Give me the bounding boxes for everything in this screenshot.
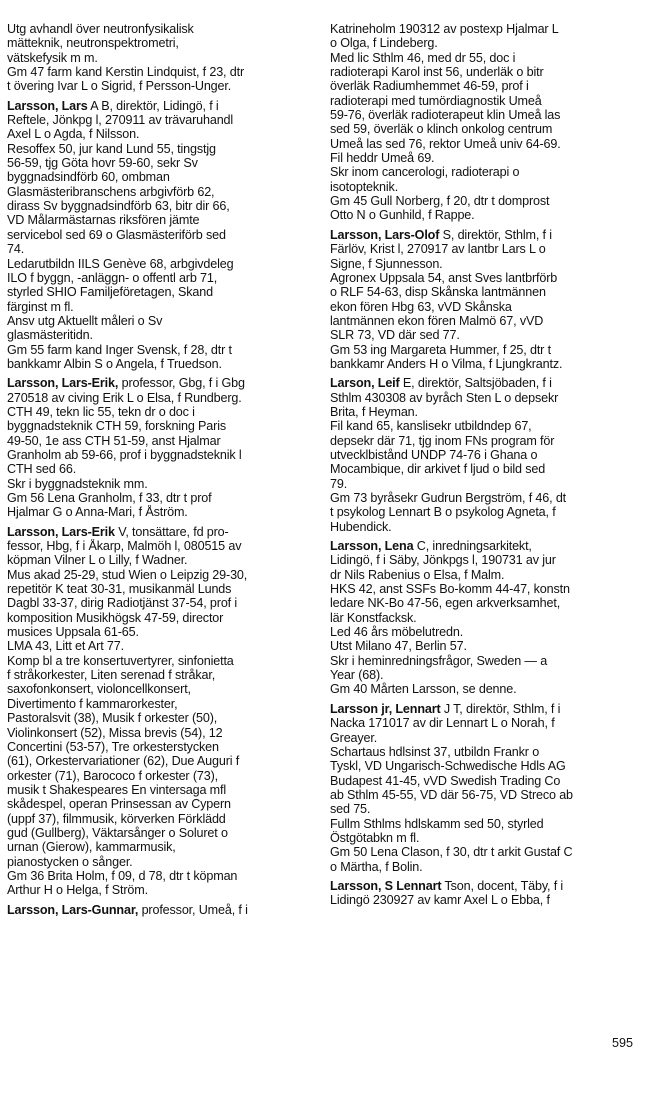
- text-line: [7, 596, 309, 610]
- line-text: Ledarutbildn IILS Genève 68, arbgivdeleg: [7, 256, 234, 271]
- text-line: [7, 505, 309, 519]
- line-text: bankkamr Anders H o Vilma, f Ljungkrantz.: [330, 356, 563, 371]
- line-text: Arthur H o Helga, f Ström.: [7, 883, 148, 898]
- line-text: bankkamr Albin S o Angela, f Truedson.: [7, 356, 222, 371]
- line-text: professor, Umeå, f i: [138, 902, 248, 917]
- text-line: [7, 376, 309, 390]
- text-line: [7, 668, 309, 682]
- line-text: Umeå las sed 76, rektor Umeå univ 64-69.: [330, 136, 561, 151]
- line-text: Hjalmar G o Anna-Mari, f Åström.: [7, 505, 188, 520]
- line-text: fessor, Hbg, f i Åkarp, Malmöh l, 080515 av: [7, 539, 242, 554]
- text-line: [330, 682, 648, 696]
- biography-entry: [330, 376, 648, 534]
- line-text: vätskefysik m m.: [7, 50, 98, 65]
- text-line: [330, 520, 648, 534]
- text-line: [330, 137, 648, 151]
- line-text: Katrineholm 190312 av postexp Hjalmar L: [330, 22, 559, 36]
- text-line: [330, 242, 648, 256]
- line-text: CTH 49, tekn lic 55, tekn dr o doc i: [7, 404, 195, 419]
- text-line: [7, 883, 309, 897]
- line-text: S, direktör, Sthlm, f i: [439, 227, 552, 242]
- line-text: byggnadsindförb 60, ombman: [7, 170, 170, 185]
- line-text: Gm 56 Lena Granholm, f 33, dtr t prof: [7, 491, 212, 505]
- line-text: Year (68).: [330, 668, 384, 683]
- line-text: Tson, docent, Täby, f i: [441, 878, 564, 893]
- line-text: E, direktör, Saltsjöbaden, f i: [399, 376, 552, 391]
- biography-entry: [330, 539, 648, 697]
- line-text: Reftele, Jönkpg l, 270911 av trävaruhandl: [7, 113, 234, 128]
- line-text: isotopteknik.: [330, 179, 399, 194]
- text-line: [7, 65, 309, 79]
- line-text: Tyskl, VD Ungarisch-Schwedische Hdls AG: [330, 759, 566, 774]
- line-text: Greayer.: [330, 730, 378, 745]
- text-line: [7, 357, 309, 371]
- line-text: Mocambique, dir arkivet f ljud o bild sed: [330, 462, 546, 477]
- text-line: [330, 194, 648, 208]
- line-text: Granholm ab 59-66, prof i byggnadsteknik l: [7, 447, 242, 462]
- text-line: [330, 596, 648, 610]
- text-line: [330, 745, 648, 759]
- line-text: repetitör K teat 30-31, musikanmäl Lunds: [7, 582, 232, 597]
- line-text: professor, Gbg, f i Gbg: [118, 376, 245, 391]
- text-line: [330, 36, 648, 50]
- line-text: ILO f byggn, -anläggn- o offentl arb 71,: [7, 270, 218, 285]
- text-line: [7, 711, 309, 725]
- line-text: Brita, f Heyman.: [330, 404, 418, 419]
- text-line: [330, 668, 648, 682]
- text-line: [330, 702, 648, 716]
- biography-entry: [7, 22, 309, 94]
- text-line: [7, 185, 309, 199]
- text-line: [7, 826, 309, 840]
- line-text: Led 46 års möbelutredn.: [330, 625, 464, 640]
- line-text: radioterapi Karol inst 56, underläk o bitr: [330, 65, 544, 80]
- line-text: 49-50, 1e ass CTH 51-59, anst Hjalmar: [7, 433, 221, 448]
- text-line: [330, 774, 648, 788]
- text-line: [7, 682, 309, 696]
- text-line: [330, 860, 648, 874]
- text-line: [330, 625, 648, 639]
- line-text: depsekr där 71, tjg inom FNs program för: [330, 433, 555, 448]
- text-line: [330, 122, 648, 136]
- line-text: Gm 73 byråsekr Gudrun Bergström, f 46, dt: [330, 491, 567, 505]
- text-line: [7, 22, 309, 36]
- line-text: ledare NK-Bo 47-56, egen arkverksamhet,: [330, 596, 561, 611]
- line-text: lär Konstfacksk.: [330, 610, 417, 625]
- text-line: [7, 903, 309, 917]
- text-line: [7, 257, 309, 271]
- text-line: [7, 462, 309, 476]
- text-line: [7, 170, 309, 184]
- page-number: 595: [612, 1036, 634, 1050]
- line-text: Gm 50 Lena Clason, f 30, dtr t arkit Gustaf C: [330, 845, 573, 860]
- line-text: mätteknik, neutronspektrometri,: [7, 36, 179, 51]
- text-line: [330, 462, 648, 476]
- line-text: lantmännen ekon fören Malmö 67, vVD: [330, 313, 544, 328]
- text-line: [330, 817, 648, 831]
- entry-heading: Larsson, Lars-Olof: [330, 227, 440, 242]
- line-text: Komp bl a tre konsertuvertyrer, sinfonietta: [7, 653, 234, 668]
- line-text: komposition Musikhögsk 47-59, director: [7, 610, 224, 625]
- text-line: [7, 448, 309, 462]
- text-line: [330, 731, 648, 745]
- line-text: C, inredningsarkitekt,: [413, 539, 532, 554]
- text-line: [7, 271, 309, 285]
- line-text: 270518 av civing Erik L o Elsa, f Rundberg.: [7, 390, 242, 405]
- text-line: [330, 477, 648, 491]
- left-column: [7, 22, 309, 917]
- text-line: [330, 582, 648, 596]
- text-line: [330, 165, 648, 179]
- line-text: sed 75.: [330, 802, 371, 817]
- line-text: Med lic Sthlm 46, med dr 55, doc i: [330, 50, 516, 65]
- line-text: CTH sed 66.: [7, 462, 77, 477]
- line-text: Skr i heminredningsfrågor, Sweden — a: [330, 653, 548, 668]
- text-line: [330, 802, 648, 816]
- line-text: A B, direktör, Lidingö, f i: [87, 98, 219, 113]
- line-text: Östgötabkn m fl.: [330, 830, 420, 845]
- right-column: [330, 22, 648, 908]
- text-line: [7, 391, 309, 405]
- line-text: skådespel, operan Prinsessan av Cypern: [7, 797, 231, 812]
- biography-entry: [7, 525, 309, 898]
- text-line: [330, 716, 648, 730]
- line-text: f stråkorkester, Liten serenad f stråkar,: [7, 668, 216, 683]
- text-line: [330, 208, 648, 222]
- line-text: Utst Milano 47, Berlin 57.: [330, 639, 467, 654]
- line-text: orkester (71), Barococo f orkester (73),: [7, 768, 218, 783]
- line-text: Budapest 41-45, vVD Swedish Trading Co: [330, 773, 561, 788]
- entry-heading: Larsson, S Lennart: [330, 878, 442, 893]
- biography-entry: [330, 228, 648, 371]
- line-text: Hubendick.: [330, 519, 392, 534]
- text-line: [7, 582, 309, 596]
- text-line: [7, 405, 309, 419]
- text-line: [330, 65, 648, 79]
- text-line: [330, 539, 648, 553]
- line-text: 79.: [330, 476, 348, 491]
- line-text: Mus akad 25-29, stud Wien o Leipzig 29-30,: [7, 567, 248, 582]
- text-line: [7, 611, 309, 625]
- text-line: [7, 568, 309, 582]
- line-text: 74.: [7, 242, 25, 257]
- text-line: [7, 213, 309, 227]
- text-line: [7, 285, 309, 299]
- text-line: [7, 328, 309, 342]
- text-line: [7, 434, 309, 448]
- line-text: gud (Gullberg), Väktarsånger o Soluret o: [7, 825, 228, 840]
- line-text: (uppf 37), filmmusik, körverken Förklädd: [7, 811, 226, 826]
- text-line: [330, 845, 648, 859]
- text-line: [330, 376, 648, 390]
- line-text: Fullm Sthlms hdlskamm sed 50, styrled: [330, 816, 544, 831]
- line-text: 59-76, överläk radioterapeut klin Umeå las: [330, 108, 561, 123]
- line-text: musices Uppsala 61-65.: [7, 625, 139, 640]
- biography-entry: [7, 99, 309, 372]
- text-line: [7, 477, 309, 491]
- line-text: Agronex Uppsala 54, anst Sves lantbrförb: [330, 270, 558, 285]
- text-line: [7, 228, 309, 242]
- line-text: Sthlm 430308 av byråch Sten L o depsekr: [330, 390, 559, 405]
- line-text: Violinkonsert (52), Missa brevis (54), 12: [7, 725, 223, 740]
- text-line: [7, 654, 309, 668]
- line-text: Gm 36 Brita Holm, f 09, d 78, dtr t köpman: [7, 868, 238, 883]
- text-line: [330, 434, 648, 448]
- line-text: o RLF 54-63, disp Skånska lantmännen: [330, 285, 546, 300]
- line-text: 56-59, tjg Göta hovr 59-60, sekr Sv: [7, 156, 198, 171]
- text-line: [330, 553, 648, 567]
- text-line: [7, 142, 309, 156]
- text-line: [330, 228, 648, 242]
- text-line: [7, 300, 309, 314]
- text-line: [330, 314, 648, 328]
- text-line: [7, 639, 309, 653]
- text-line: [7, 797, 309, 811]
- text-line: [7, 99, 309, 113]
- entry-heading: Larsson, Lars: [7, 98, 88, 113]
- text-line: [330, 419, 648, 433]
- line-text: Skr inom cancerologi, radioterapi o: [330, 165, 520, 180]
- line-text: musik t Shakespeares En vintersaga mfl: [7, 782, 226, 797]
- entry-heading: Larsson, Lena: [330, 539, 414, 554]
- line-text: Färlöv, Krist l, 270917 av lantbr Lars L o: [330, 242, 546, 257]
- text-line: [7, 51, 309, 65]
- text-line: [330, 180, 648, 194]
- entry-heading: Larson, Leif: [330, 376, 400, 391]
- line-text: Ansv utg Aktuellt måleri o Sv: [7, 313, 163, 328]
- text-line: [330, 51, 648, 65]
- line-text: Gm 40 Mårten Larsson, se denne.: [330, 682, 517, 697]
- text-line: [330, 568, 648, 582]
- text-line: [7, 36, 309, 50]
- biography-entry: [7, 376, 309, 519]
- line-text: Nacka 171017 av dir Lennart L o Norah, f: [330, 716, 555, 731]
- text-line: [330, 611, 648, 625]
- text-line: [330, 108, 648, 122]
- line-text: Gm 47 farm kand Kerstin Lindquist, f 23, dtr: [7, 65, 244, 80]
- line-text: Signe, f Sjunnesson.: [330, 256, 443, 271]
- line-text: t psykolog Lennart B o psykolog Agneta, f: [330, 505, 556, 520]
- line-text: köpman Vilner L o Lilly, f Wadner.: [7, 553, 188, 568]
- line-text: Fil heddr Umeå 69.: [330, 151, 435, 166]
- text-line: [330, 357, 648, 371]
- line-text: LMA 43, Litt et Art 77.: [7, 639, 124, 654]
- text-line: [330, 448, 648, 462]
- line-text: servicebol sed 69 o Glasmästeriförb sed: [7, 227, 226, 242]
- text-line: [7, 343, 309, 357]
- line-text: Fil kand 65, kanslisekr utbildndep 67,: [330, 419, 532, 434]
- entry-heading: Larsson, Lars-Erik,: [7, 376, 119, 391]
- text-line: [330, 639, 648, 653]
- text-line: [7, 697, 309, 711]
- text-line: [7, 491, 309, 505]
- text-line: [330, 654, 648, 668]
- line-text: (61), Orkestervariationer (62), Due Auguri f: [7, 754, 240, 769]
- text-line: [330, 22, 648, 36]
- entry-heading: Larsson, Lars-Gunnar,: [7, 902, 139, 917]
- text-line: [7, 199, 309, 213]
- line-text: Lidingö 230927 av kamr Axel L o Ebba, f: [330, 893, 550, 908]
- line-text: dirass Sv byggnadsindförb 63, bitr dir 66,: [7, 199, 230, 214]
- line-text: saxofonkonsert, violoncellkonsert,: [7, 682, 191, 697]
- line-text: Divertimento f kammarorkester,: [7, 696, 178, 711]
- line-text: dr Nils Rabenius o Elsa, f Malm.: [330, 567, 505, 582]
- line-text: ab Sthlm 45-55, VD där 56-75, VD Streco ab: [330, 787, 573, 802]
- line-text: HKS 42, anst SSFs Bo-komm 44-47, konstn: [330, 582, 570, 597]
- line-text: färginst m fl.: [7, 299, 74, 314]
- text-line: [330, 343, 648, 357]
- line-text: Schartaus hdlsinst 37, utbildn Frankr o: [330, 744, 540, 759]
- text-line: [7, 840, 309, 854]
- text-line: [330, 491, 648, 505]
- text-line: [7, 539, 309, 553]
- line-text: Axel L o Agda, f Nilsson.: [7, 127, 140, 142]
- text-line: [7, 242, 309, 256]
- text-line: [7, 726, 309, 740]
- biography-entry: [330, 702, 648, 874]
- line-text: V, tonsättare, fd pro-: [114, 524, 229, 539]
- text-line: [7, 127, 309, 141]
- biography-entry: [330, 879, 648, 908]
- line-text: glasmästeritidn.: [7, 328, 93, 343]
- text-line: [330, 300, 648, 314]
- line-text: SLR 73, VD där sed 77.: [330, 328, 460, 343]
- text-line: [7, 156, 309, 170]
- text-line: [7, 869, 309, 883]
- text-line: [330, 328, 648, 342]
- text-line: [330, 505, 648, 519]
- line-text: Dagbl 33-37, dirig Radiotjänst 37-54, prof i: [7, 596, 238, 611]
- line-text: Concertini (53-57), Tre orkesterstycken: [7, 739, 219, 754]
- text-line: [7, 553, 309, 567]
- line-text: J T, direktör, Sthlm, f i: [440, 701, 561, 716]
- text-line: [330, 405, 648, 419]
- text-line: [330, 257, 648, 271]
- text-line: [330, 759, 648, 773]
- text-line: [7, 812, 309, 826]
- line-text: Utg avhandl över neutronfysikalisk: [7, 22, 194, 36]
- entry-heading: Larsson jr, Lennart: [330, 701, 441, 716]
- text-line: [7, 855, 309, 869]
- text-line: [330, 271, 648, 285]
- text-line: [7, 314, 309, 328]
- text-line: [330, 788, 648, 802]
- line-text: radioterapi med tumördiagnostik Umeå: [330, 93, 542, 108]
- line-text: Lidingö, f i Säby, Jönkpgs l, 190731 av jur: [330, 553, 556, 568]
- text-line: [330, 151, 648, 165]
- text-line: [7, 754, 309, 768]
- text-line: [7, 769, 309, 783]
- line-text: pianostycken o sånger.: [7, 854, 133, 869]
- line-text: styrled SHIO Familjeföretagen, Skand: [7, 285, 213, 300]
- line-text: byggnadsteknik CTH 59, forskning Paris: [7, 419, 226, 434]
- text-line: [7, 625, 309, 639]
- line-text: sed 59, överläk o klinch onkolog centrum: [330, 122, 553, 137]
- text-line: [330, 831, 648, 845]
- line-text: Resoffex 50, jur kand Lund 55, tingstjg: [7, 141, 216, 156]
- text-line: [7, 740, 309, 754]
- text-line: [7, 79, 309, 93]
- line-text: o Olga, f Lindeberg.: [330, 36, 438, 51]
- line-text: Gm 55 farm kand Inger Svensk, f 28, dtr t: [7, 342, 232, 357]
- text-line: [330, 94, 648, 108]
- text-line: [330, 879, 648, 893]
- text-line: [7, 419, 309, 433]
- line-text: Gm 53 ing Margareta Hummer, f 25, dtr t: [330, 342, 551, 357]
- line-text: Pastoralsvit (38), Musik f orkester (50),: [7, 711, 218, 726]
- line-text: ekon fören Hbg 63, vVD Skånska: [330, 299, 512, 314]
- line-text: urnan (Gierow), kammarmusik,: [7, 840, 176, 855]
- line-text: överläk Radiumhemmet 46-59, prof i: [330, 79, 529, 94]
- line-text: t övering Ivar L o Sigrid, f Persson-Unger.: [7, 79, 232, 94]
- line-text: Gm 45 Gull Norberg, f 20, dtr t domprost: [330, 194, 550, 209]
- text-line: [330, 285, 648, 299]
- line-text: o Märtha, f Bolin.: [330, 859, 423, 874]
- line-text: Skr i byggnadsteknik mm.: [7, 476, 148, 491]
- line-text: Glasmästeribranschens arbgivförb 62,: [7, 184, 215, 199]
- text-line: [7, 525, 309, 539]
- text-line: [330, 391, 648, 405]
- entry-heading: Larsson, Lars-Erik: [7, 524, 115, 539]
- text-line: [7, 113, 309, 127]
- text-line: [7, 783, 309, 797]
- text-line: [330, 79, 648, 93]
- line-text: Otto N o Gunhild, f Rappe.: [330, 208, 475, 223]
- line-text: VD Målarmästarnas riksfören jämte: [7, 213, 200, 228]
- line-text: utvecklbistånd UNDP 74-76 i Ghana o: [330, 447, 538, 462]
- biography-entry: [330, 22, 648, 223]
- text-line: [330, 893, 648, 907]
- biography-entry: [7, 903, 309, 917]
